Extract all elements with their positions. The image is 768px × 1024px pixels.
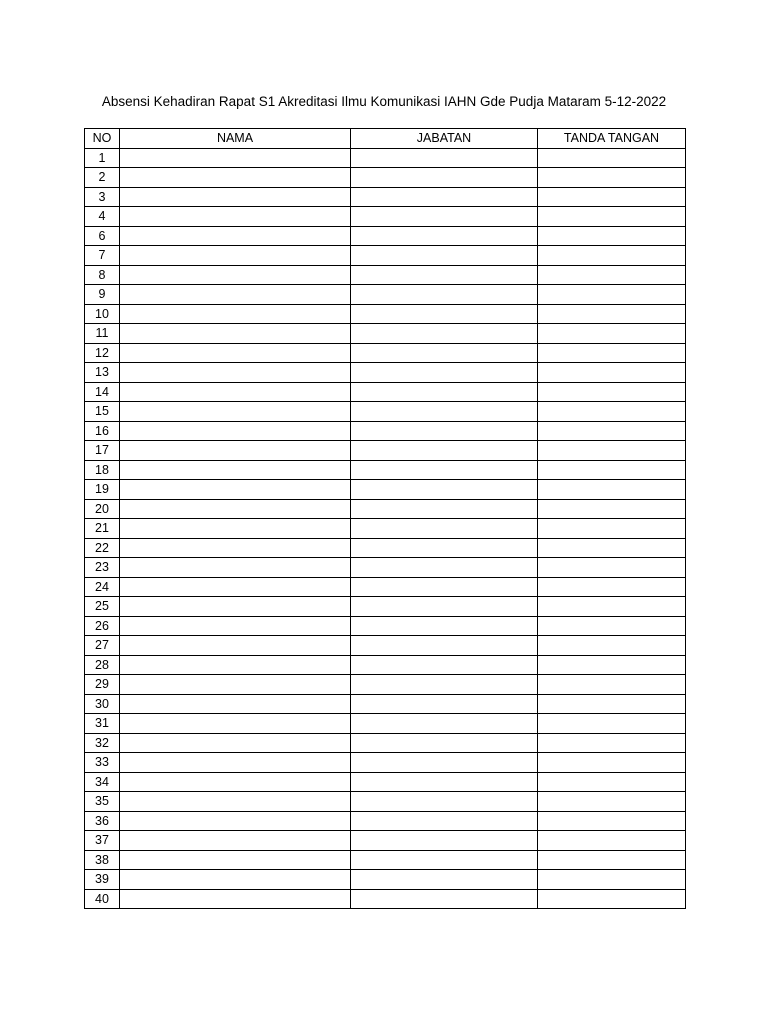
cell-jabatan [351,246,538,266]
cell-no: 10 [85,304,120,324]
cell-nama [120,831,351,851]
cell-nama [120,772,351,792]
cell-tanda-tangan [538,226,686,246]
table-row [85,538,686,558]
cell-nama [120,421,351,441]
cell-no: 23 [85,558,120,578]
cell-nama [120,616,351,636]
cell-nama [120,304,351,324]
cell-no: 33 [85,753,120,773]
cell-jabatan [351,168,538,188]
cell-nama [120,519,351,539]
cell-tanda-tangan [538,831,686,851]
table-row [85,187,686,207]
cell-no: 36 [85,811,120,831]
cell-tanda-tangan [538,304,686,324]
cell-nama [120,655,351,675]
cell-no: 39 [85,870,120,890]
cell-nama [120,850,351,870]
cell-jabatan [351,792,538,812]
cell-jabatan [351,363,538,383]
cell-nama [120,597,351,617]
table-row [85,441,686,461]
cell-tanda-tangan [538,207,686,227]
cell-tanda-tangan [538,714,686,734]
cell-nama [120,246,351,266]
table-row [85,324,686,344]
cell-nama [120,402,351,422]
attendance-table [84,128,686,909]
cell-tanda-tangan [538,772,686,792]
cell-tanda-tangan [538,792,686,812]
table-row [85,772,686,792]
cell-tanda-tangan [538,324,686,344]
cell-nama [120,538,351,558]
table-row [85,811,686,831]
cell-nama [120,480,351,500]
cell-no: 7 [85,246,120,266]
cell-nama [120,324,351,344]
cell-nama [120,636,351,656]
table-row [85,675,686,695]
table-row [85,226,686,246]
cell-nama [120,889,351,909]
table-row [85,733,686,753]
cell-no: 35 [85,792,120,812]
cell-jabatan [351,148,538,168]
cell-no: 1 [85,148,120,168]
cell-no: 25 [85,597,120,617]
cell-tanda-tangan [538,480,686,500]
table-row [85,694,686,714]
cell-tanda-tangan [538,343,686,363]
cell-no: 8 [85,265,120,285]
table-row [85,499,686,519]
table-row [85,597,686,617]
cell-no: 4 [85,207,120,227]
cell-no: 13 [85,363,120,383]
cell-no: 32 [85,733,120,753]
header-jabatan: JABATAN [351,129,538,149]
cell-no: 15 [85,402,120,422]
table-row [85,285,686,305]
cell-tanda-tangan [538,460,686,480]
cell-jabatan [351,382,538,402]
cell-no: 17 [85,441,120,461]
table-row [85,265,686,285]
cell-jabatan [351,187,538,207]
cell-jabatan [351,655,538,675]
cell-jabatan [351,889,538,909]
cell-no: 21 [85,519,120,539]
cell-tanda-tangan [538,382,686,402]
table-row [85,792,686,812]
cell-no: 37 [85,831,120,851]
cell-nama [120,343,351,363]
table-row [85,168,686,188]
cell-tanda-tangan [538,694,686,714]
cell-no: 40 [85,889,120,909]
cell-jabatan [351,343,538,363]
cell-tanda-tangan [538,733,686,753]
table-row [85,460,686,480]
table-row [85,519,686,539]
cell-nama [120,675,351,695]
header-no: NO [85,129,120,149]
cell-tanda-tangan [538,265,686,285]
cell-jabatan [351,538,538,558]
cell-jabatan [351,304,538,324]
table-row [85,148,686,168]
cell-jabatan [351,714,538,734]
cell-tanda-tangan [538,402,686,422]
cell-no: 20 [85,499,120,519]
cell-tanda-tangan [538,499,686,519]
table-row [85,831,686,851]
cell-no: 34 [85,772,120,792]
cell-jabatan [351,207,538,227]
cell-jabatan [351,733,538,753]
table-header-row [85,129,686,149]
cell-jabatan [351,441,538,461]
cell-tanda-tangan [538,850,686,870]
table-row [85,343,686,363]
cell-tanda-tangan [538,655,686,675]
cell-tanda-tangan [538,597,686,617]
cell-tanda-tangan [538,870,686,890]
cell-jabatan [351,324,538,344]
table-row [85,714,686,734]
cell-no: 18 [85,460,120,480]
table-row [85,850,686,870]
cell-tanda-tangan [538,246,686,266]
cell-nama [120,714,351,734]
table-row [85,421,686,441]
cell-tanda-tangan [538,363,686,383]
table-row [85,207,686,227]
cell-tanda-tangan [538,148,686,168]
cell-nama [120,168,351,188]
table-row [85,889,686,909]
cell-jabatan [351,811,538,831]
cell-jabatan [351,460,538,480]
cell-nama [120,811,351,831]
table-row [85,616,686,636]
cell-no: 12 [85,343,120,363]
cell-tanda-tangan [538,285,686,305]
document-title: Absensi Kehadiran Rapat S1 Akreditasi Ilmu Komunikasi IAHN Gde Pudja Mataram 5-12-2022 [101,94,667,109]
cell-tanda-tangan [538,889,686,909]
cell-nama [120,226,351,246]
cell-jabatan [351,519,538,539]
cell-jabatan [351,675,538,695]
table-row [85,753,686,773]
cell-nama [120,460,351,480]
cell-nama [120,187,351,207]
cell-no: 29 [85,675,120,695]
table-row [85,636,686,656]
cell-tanda-tangan [538,519,686,539]
header-tanda-tangan: TANDA TANGAN [538,129,686,149]
cell-jabatan [351,285,538,305]
cell-nama [120,792,351,812]
cell-jabatan [351,597,538,617]
cell-tanda-tangan [538,616,686,636]
cell-jabatan [351,421,538,441]
cell-no: 11 [85,324,120,344]
cell-nama [120,577,351,597]
cell-no: 6 [85,226,120,246]
cell-no: 19 [85,480,120,500]
cell-tanda-tangan [538,168,686,188]
table-row [85,558,686,578]
cell-jabatan [351,831,538,851]
cell-no: 31 [85,714,120,734]
cell-nama [120,148,351,168]
cell-nama [120,694,351,714]
table-row [85,577,686,597]
cell-no: 28 [85,655,120,675]
cell-no: 16 [85,421,120,441]
cell-nama [120,558,351,578]
cell-no: 9 [85,285,120,305]
cell-nama [120,753,351,773]
cell-no: 27 [85,636,120,656]
table-row [85,480,686,500]
table-row [85,246,686,266]
cell-jabatan [351,870,538,890]
table-row [85,382,686,402]
cell-no: 14 [85,382,120,402]
cell-tanda-tangan [538,636,686,656]
table-row [85,870,686,890]
cell-jabatan [351,772,538,792]
attendance-table-body [85,148,686,909]
cell-jabatan [351,753,538,773]
cell-tanda-tangan [538,441,686,461]
cell-nama [120,499,351,519]
cell-tanda-tangan [538,811,686,831]
cell-tanda-tangan [538,421,686,441]
cell-jabatan [351,226,538,246]
cell-tanda-tangan [538,558,686,578]
header-nama: NAMA [120,129,351,149]
cell-no: 24 [85,577,120,597]
cell-jabatan [351,636,538,656]
cell-nama [120,382,351,402]
cell-no: 30 [85,694,120,714]
table-row [85,304,686,324]
cell-nama [120,285,351,305]
cell-nama [120,870,351,890]
cell-jabatan [351,499,538,519]
cell-jabatan [351,577,538,597]
cell-jabatan [351,402,538,422]
cell-jabatan [351,265,538,285]
table-row [85,655,686,675]
table-row [85,402,686,422]
cell-jabatan [351,558,538,578]
cell-no: 38 [85,850,120,870]
cell-tanda-tangan [538,187,686,207]
cell-nama [120,207,351,227]
cell-no: 26 [85,616,120,636]
cell-no: 3 [85,187,120,207]
cell-nama [120,363,351,383]
cell-tanda-tangan [538,753,686,773]
cell-jabatan [351,480,538,500]
cell-jabatan [351,850,538,870]
cell-tanda-tangan [538,577,686,597]
cell-no: 2 [85,168,120,188]
cell-tanda-tangan [538,538,686,558]
cell-no: 22 [85,538,120,558]
cell-nama [120,265,351,285]
cell-jabatan [351,694,538,714]
cell-nama [120,441,351,461]
table-row [85,363,686,383]
cell-tanda-tangan [538,675,686,695]
cell-nama [120,733,351,753]
cell-jabatan [351,616,538,636]
